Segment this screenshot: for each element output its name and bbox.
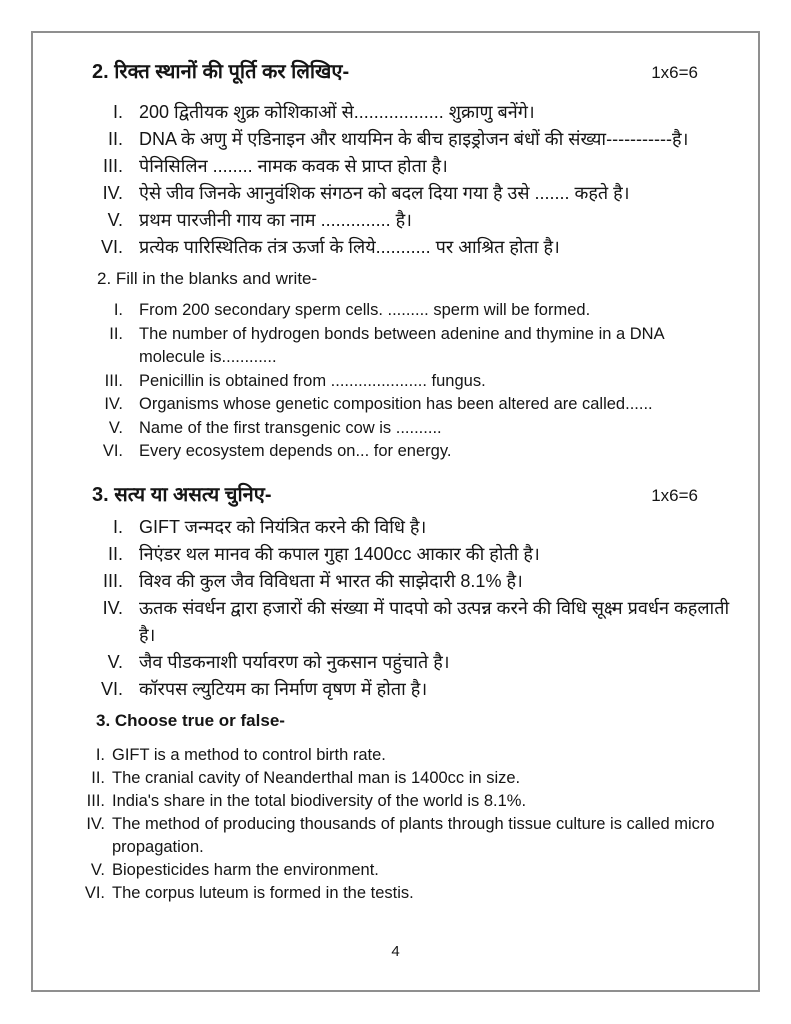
item-numeral: I. bbox=[112, 102, 123, 122]
list-item bbox=[92, 440, 694, 464]
q3-hindi-heading: 3. सत्य या असत्य चुनिए- bbox=[92, 483, 272, 506]
item-numeral: I. bbox=[113, 301, 123, 319]
q2-english-list bbox=[92, 299, 734, 464]
list-item bbox=[92, 595, 730, 649]
list-item bbox=[92, 541, 730, 568]
list-item bbox=[92, 234, 734, 261]
item-numeral: V. bbox=[90, 860, 105, 879]
item-text: ऐसे जीव जिनके आनुवंशिक संगठन को बदल दिया गया है उसे ....... कहते है। bbox=[139, 183, 630, 203]
list-item bbox=[92, 207, 734, 234]
list-item bbox=[92, 180, 734, 207]
item-text: ऊतक संवर्धन द्वारा हजारों की संख्या में पादपो को उत्पन्न करने की विधि सूक्ष्म प्रवर्धन कहलाती है। bbox=[139, 597, 730, 645]
list-item bbox=[92, 323, 694, 370]
item-text: जैव पीडकनाशी पर्यावरण को नुकसान पहुंचाते है। bbox=[139, 651, 450, 672]
item-numeral: IV. bbox=[86, 814, 105, 833]
item-numeral: V. bbox=[107, 651, 123, 672]
q3-marks: 1x6=6 bbox=[651, 485, 698, 505]
item-numeral: III. bbox=[86, 791, 105, 810]
item-numeral: II. bbox=[109, 324, 123, 343]
item-numeral: VI. bbox=[84, 883, 105, 902]
item-text: 200 द्वितीयक शुक्र कोशिकाओं से.................. शुक्राणु बनेंगे। bbox=[139, 102, 535, 122]
q2-hindi-heading: 2. रिक्त स्थानों की पूर्ति कर लिखिए- bbox=[92, 61, 350, 83]
list-item bbox=[92, 370, 694, 394]
list-item bbox=[92, 393, 694, 417]
list-item bbox=[92, 417, 694, 441]
item-numeral: IV. bbox=[102, 597, 123, 618]
item-text: India's share in the total biodiversity of the world is 8.1%. bbox=[112, 791, 527, 810]
item-numeral: V. bbox=[108, 418, 123, 437]
list-item bbox=[92, 514, 730, 541]
list-item bbox=[92, 299, 694, 323]
list-item bbox=[72, 790, 718, 813]
page-number: 4 bbox=[391, 943, 400, 960]
item-text: GIFT is a method to control birth rate. bbox=[112, 745, 386, 764]
item-text: GIFT जन्मदर को नियंत्रित करने की विधि है। bbox=[139, 516, 427, 537]
q3-hindi-list bbox=[92, 514, 734, 703]
list-item bbox=[72, 813, 718, 859]
item-numeral: II. bbox=[107, 129, 123, 149]
item-numeral: VI. bbox=[100, 237, 123, 257]
item-numeral: III. bbox=[104, 371, 123, 390]
page-content bbox=[84, 57, 734, 905]
list-item bbox=[92, 568, 730, 595]
item-text: निएंडर थल मानव की कपाल गुहा 1400cc आकार की होती है। bbox=[139, 543, 540, 564]
item-numeral: IV. bbox=[104, 395, 123, 413]
item-text: The cranial cavity of Neanderthal man is 1400cc in size. bbox=[112, 768, 521, 787]
item-text: प्रत्येक पारिस्थितिक तंत्र ऊर्जा के लिये........... पर आश्रित होता है। bbox=[139, 237, 560, 257]
list-item bbox=[92, 676, 730, 703]
q3-english-heading: 3. Choose true or false- bbox=[96, 710, 285, 730]
item-numeral: V. bbox=[107, 210, 123, 230]
item-numeral: III. bbox=[102, 156, 123, 176]
item-numeral: I. bbox=[95, 745, 105, 764]
item-numeral: II. bbox=[107, 543, 123, 564]
q2-hindi-header-row bbox=[92, 57, 734, 87]
item-text: The corpus luteum is formed in the testis. bbox=[112, 883, 414, 902]
item-text: DNA के अणु में एडिनाइन और थायमिन के बीच हाइड्रोजन बंधों की संख्या-----------है। bbox=[139, 129, 689, 149]
item-numeral: IV. bbox=[102, 183, 123, 203]
list-item bbox=[72, 859, 718, 882]
q3-english-list bbox=[72, 744, 734, 905]
item-text: विश्व की कुल जैव विविधता में भारत की साझेदारी 8.1% है। bbox=[139, 570, 523, 591]
item-numeral: I. bbox=[112, 516, 123, 537]
list-item bbox=[72, 744, 718, 767]
list-item bbox=[72, 882, 718, 905]
item-numeral: III. bbox=[102, 570, 123, 591]
item-text: Biopesticides harm the environment. bbox=[112, 860, 379, 879]
item-text: पेनिसिलिन ........ नामक कवक से प्राप्त होता है। bbox=[139, 156, 448, 176]
list-item bbox=[92, 153, 734, 180]
q3-hindi-header-row bbox=[92, 480, 734, 510]
item-numeral: VI. bbox=[102, 442, 123, 460]
list-item bbox=[92, 99, 734, 126]
item-text: From 200 secondary sperm cells. ......... sperm will be formed. bbox=[139, 301, 591, 319]
item-numeral: II. bbox=[91, 768, 105, 787]
item-text: The number of hydrogen bonds between adenine and thymine in a DNA molecule is............ bbox=[139, 324, 664, 366]
q2-hindi-list bbox=[92, 99, 734, 261]
item-text: कॉरपस ल्युटियम का निर्माण वृषण में होता है। bbox=[139, 678, 428, 699]
q2-english-heading: 2. Fill in the blanks and write- bbox=[97, 269, 318, 288]
page-border bbox=[31, 31, 760, 992]
item-text: प्रथम पारजीनी गाय का नाम .............. है। bbox=[139, 210, 412, 230]
item-numeral: VI. bbox=[100, 678, 123, 699]
list-item bbox=[72, 767, 718, 790]
item-text: Organisms whose genetic composition has been altered are called...... bbox=[139, 395, 653, 413]
item-text: Name of the first transgenic cow is .......... bbox=[139, 418, 442, 437]
list-item bbox=[92, 649, 730, 676]
item-text: The method of producing thousands of plants through tissue culture is called micro propagation. bbox=[112, 814, 715, 856]
q2-marks: 1x6=6 bbox=[651, 63, 698, 82]
item-text: Every ecosystem depends on... for energy. bbox=[139, 442, 452, 460]
list-item bbox=[92, 126, 734, 153]
item-text: Penicillin is obtained from ..................... fungus. bbox=[139, 371, 486, 390]
